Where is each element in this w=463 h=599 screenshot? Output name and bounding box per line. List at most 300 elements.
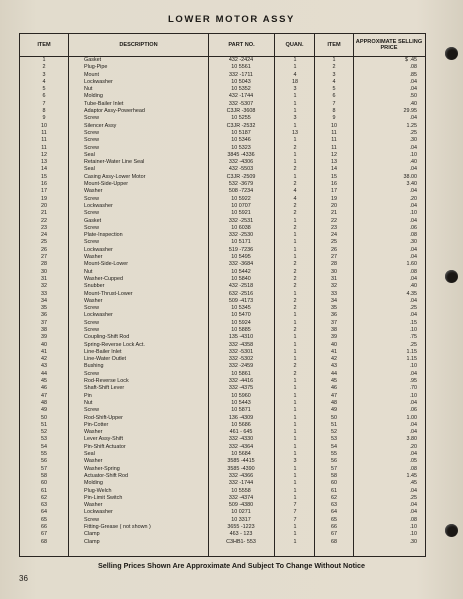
table-row [20, 509, 425, 516]
cell-item: 27 [41, 254, 47, 261]
cell-item-2: 3 [332, 71, 336, 78]
cell-part-no: C3JR -2532 [226, 122, 256, 129]
cell-price: 1.15 [406, 356, 417, 363]
cell-item-2: 26 [331, 246, 337, 253]
cell-part-no: 10 5187 [231, 129, 251, 136]
cell-quantity: 1 [293, 232, 297, 239]
cell-quantity: 1 [293, 173, 297, 180]
cell-item-2: 34 [331, 297, 337, 304]
cell-description: Nut [84, 86, 93, 93]
cell-price: .30 [409, 538, 417, 545]
table-row [20, 385, 425, 392]
cell-description: Line-Bailer Inlet [84, 348, 122, 355]
cell-quantity: 2 [293, 370, 297, 377]
table-row [20, 254, 425, 261]
cell-part-no: 10 5255 [231, 115, 251, 122]
cell-item: 36 [41, 312, 47, 319]
cell-description: Washer [84, 458, 103, 465]
cell-item: 3 [42, 71, 46, 78]
table-row [20, 327, 425, 334]
page-number: 36 [19, 574, 28, 583]
cell-description: Mount [84, 71, 99, 78]
cell-price: .25 [409, 341, 417, 348]
cell-item-2: 36 [331, 312, 337, 319]
cell-item: 19 [41, 195, 47, 202]
cell-item-2: 17 [331, 188, 337, 195]
cell-item: 47 [41, 392, 47, 399]
cell-part-no: C3JR -3608 [226, 108, 256, 115]
cell-description: Lockwasher [84, 202, 113, 209]
cell-part-no: 532 -3679 [228, 181, 254, 188]
cell-description: Adaptor Assy-Powerhead [84, 108, 145, 115]
table-row [20, 283, 425, 290]
cell-item-2: 61 [331, 487, 337, 494]
cell-item-2: 5 [332, 86, 336, 93]
cell-description: Gasket [84, 57, 102, 63]
cell-price: .30 [409, 137, 417, 144]
cell-quantity: 2 [293, 210, 297, 217]
cell-description: Lockwasher [84, 78, 113, 85]
table-row [20, 86, 425, 93]
cell-description: Screw [84, 305, 99, 312]
table-row [20, 247, 425, 254]
cell-item-2: 28 [331, 261, 337, 268]
table-row [20, 429, 425, 436]
cell-part-no: 10 5885 [231, 326, 251, 333]
cell-item-2: 41 [331, 348, 337, 355]
cell-quantity: 2 [293, 144, 297, 151]
cell-price: 3.80 [406, 436, 417, 443]
table-row [20, 203, 425, 210]
cell-part-no: 332 -3684 [228, 261, 254, 268]
cell-part-no: 332 -5301 [228, 348, 254, 355]
cell-quantity: 1 [293, 217, 297, 224]
table-row [20, 502, 425, 509]
cell-description: Rod-Reverse Lock [84, 378, 129, 385]
cell-price: .04 [409, 487, 417, 494]
cell-description: Coupling-Shift Rod [84, 334, 130, 341]
cell-item-2: 54 [331, 443, 337, 450]
cell-part-no: 332 -4374 [228, 494, 254, 501]
cell-description: Seal [84, 451, 95, 458]
cell-price: .04 [409, 312, 417, 319]
cell-description: Washer [84, 502, 103, 509]
cell-description: Washer [84, 429, 103, 436]
cell-item-2: 39 [331, 334, 337, 341]
cell-description: Tube-Bailer Inlet [84, 100, 124, 107]
cell-item-2: 9 [332, 115, 336, 122]
cell-item: 1 [42, 57, 46, 63]
table-row [20, 239, 425, 246]
cell-price: 38.00 [403, 173, 417, 180]
cell-description: Bushing [84, 363, 104, 370]
binder-hole [445, 524, 458, 537]
table-row [20, 349, 425, 356]
cell-description: Washer-Spring [84, 465, 120, 472]
cell-item: 44 [41, 370, 47, 377]
cell-price: .08 [409, 465, 417, 472]
cell-part-no: 332 -2531 [228, 217, 254, 224]
cell-part-no: 10 5871 [231, 407, 251, 414]
cell-item: 4 [42, 78, 46, 85]
cell-price: 1.60 [406, 261, 417, 268]
cell-item-2: 49 [331, 407, 337, 414]
cell-item: 38 [41, 326, 47, 333]
cell-part-no: 136 -4309 [228, 414, 254, 421]
cell-part-no: 10 5561 [231, 64, 251, 71]
table-row [20, 334, 425, 341]
cell-item: 41 [41, 348, 47, 355]
cell-item-2: 63 [331, 502, 337, 509]
cell-item: 6 [42, 93, 46, 100]
cell-description: Screw [84, 129, 99, 136]
cell-item: 39 [41, 334, 47, 341]
cell-item-2: 21 [331, 210, 337, 217]
cell-price: 4.35 [406, 290, 417, 297]
cell-price: .20 [409, 443, 417, 450]
cell-price: .04 [409, 502, 417, 509]
cell-price: .10 [409, 392, 417, 399]
cell-item: 43 [41, 363, 47, 370]
cell-part-no: C3JR -2509 [226, 173, 256, 180]
cell-quantity: 1 [293, 385, 297, 392]
table-row [20, 181, 425, 188]
cell-description: Nut [84, 399, 93, 406]
cell-quantity: 1 [293, 436, 297, 443]
cell-description: Pin-Shift Actuator [84, 443, 126, 450]
cell-quantity: 7 [293, 509, 297, 516]
table-row [20, 495, 425, 502]
header-item-2: ITEM [327, 41, 341, 48]
cell-item: 25 [41, 239, 47, 246]
cell-price: .10 [409, 326, 417, 333]
table-row [20, 123, 425, 130]
cell-quantity: 4 [293, 188, 297, 195]
cell-quantity: 2 [293, 224, 297, 231]
cell-part-no: 509 -4380 [228, 502, 254, 509]
cell-quantity: 1 [293, 93, 297, 100]
cell-part-no: 432 -1744 [228, 93, 254, 100]
cell-item: 20 [41, 202, 47, 209]
cell-quantity: 1 [293, 319, 297, 326]
cell-quantity: 1 [293, 64, 297, 71]
table-row [20, 320, 425, 327]
table-row [20, 407, 425, 414]
cell-item: 33 [41, 290, 47, 297]
cell-quantity: 1 [293, 159, 297, 166]
cell-description: Plate-Inspection [84, 232, 123, 239]
table-row [20, 415, 425, 422]
cell-item: 54 [41, 443, 47, 450]
cell-description: Lockwasher [84, 312, 113, 319]
table-row [20, 298, 425, 305]
cell-quantity: 1 [293, 108, 297, 115]
cell-price: 29.95 [403, 108, 417, 115]
table-row [20, 188, 425, 195]
cell-description: Silencer Assy [84, 122, 117, 129]
cell-item-2: 42 [331, 356, 337, 363]
cell-item-2: 19 [331, 195, 337, 202]
cell-description: Lever Assy-Shift [84, 436, 123, 443]
cell-price: .04 [409, 421, 417, 428]
cell-item-2: 8 [332, 108, 336, 115]
cell-item: 64 [41, 509, 47, 516]
cell-description: Lockwasher [84, 509, 113, 516]
cell-item-2: 22 [331, 217, 337, 224]
cell-item-2: 43 [331, 363, 337, 370]
cell-description: Screw [84, 370, 99, 377]
cell-item: 58 [41, 472, 47, 479]
cell-description: Screw [84, 210, 99, 217]
cell-quantity: 7 [293, 516, 297, 523]
cell-item-2: 55 [331, 451, 337, 458]
cell-quantity: 13 [292, 129, 298, 136]
cell-quantity: 2 [293, 202, 297, 209]
cell-price: .10 [409, 151, 417, 158]
cell-price: .85 [409, 71, 417, 78]
cell-item: 2 [42, 64, 46, 71]
cell-quantity: 1 [293, 399, 297, 406]
cell-part-no: 3585 -4415 [227, 458, 255, 465]
cell-part-no: 332 -4364 [228, 443, 254, 450]
cell-item-2: 35 [331, 305, 337, 312]
cell-price: .75 [409, 334, 417, 341]
table-row [20, 291, 425, 298]
table-row [20, 64, 425, 71]
header-description: DESCRIPTION [119, 41, 158, 48]
cell-quantity: 1 [293, 429, 297, 436]
cell-description: Washer [84, 297, 103, 304]
cell-item-2: 57 [331, 465, 337, 472]
cell-part-no: 10 5960 [231, 392, 251, 399]
cell-item: 40 [41, 341, 47, 348]
cell-item-2: 31 [331, 275, 337, 282]
cell-item-2: 33 [331, 290, 337, 297]
cell-price: .10 [409, 531, 417, 538]
cell-item: 60 [41, 480, 47, 487]
cell-part-no: 461 - 645 [229, 429, 253, 436]
cell-part-no: 332 -4375 [228, 385, 254, 392]
cell-item-2: 68 [331, 538, 337, 545]
cell-price: .04 [409, 297, 417, 304]
cell-description: Actuator-Shift Rod [84, 472, 129, 479]
cell-description: Nut [84, 268, 93, 275]
table-row [20, 174, 425, 181]
cell-item-2: 50 [331, 414, 337, 421]
cell-price: .04 [409, 202, 417, 209]
cell-price: .40 [409, 159, 417, 166]
cell-item-2: 58 [331, 472, 337, 479]
cell-item-2: 12 [331, 151, 337, 158]
cell-description: Mount-Side-Upper [84, 181, 129, 188]
cell-item: 62 [41, 494, 47, 501]
table-row [20, 159, 425, 166]
cell-quantity: 1 [293, 239, 297, 246]
cell-quantity: 1 [293, 122, 297, 129]
cell-item: 57 [41, 465, 47, 472]
cell-part-no: 10 5495 [231, 254, 251, 261]
cell-part-no: 332 -4416 [228, 378, 254, 385]
cell-quantity: 4 [293, 195, 297, 202]
cell-price: .40 [409, 100, 417, 107]
cell-price: .40 [409, 283, 417, 290]
cell-price: .04 [409, 399, 417, 406]
cell-description: Washer-Cupped [84, 275, 124, 282]
cell-item: 26 [41, 246, 47, 253]
cell-description: Plug-Welch [84, 487, 112, 494]
cell-item: 53 [41, 436, 47, 443]
cell-quantity: 3 [293, 115, 297, 122]
cell-item-2: 40 [331, 341, 337, 348]
cell-price: 1.00 [406, 414, 417, 421]
cell-description: Screw [84, 516, 99, 523]
cell-price: .06 [409, 224, 417, 231]
cell-item-2: 45 [331, 378, 337, 385]
cell-part-no: 10 0271 [231, 509, 251, 516]
cell-description: Molding [84, 480, 103, 487]
table-row [20, 93, 425, 100]
table-row [20, 371, 425, 378]
table-row [20, 79, 425, 86]
table-row [20, 115, 425, 122]
table-row [20, 261, 425, 268]
cell-quantity: 18 [292, 78, 298, 85]
cell-quantity: 1 [293, 494, 297, 501]
cell-part-no: 10 5470 [231, 312, 251, 319]
cell-description: Rod-Shift-Upper [84, 414, 123, 421]
cell-item: 11 [41, 144, 47, 151]
cell-quantity: 1 [293, 465, 297, 472]
cell-item: 8 [42, 108, 46, 115]
table-row [20, 196, 425, 203]
header-quantity: QUAN. [285, 41, 304, 48]
cell-price: .04 [409, 78, 417, 85]
cell-price: .04 [409, 246, 417, 253]
cell-part-no: 10 5922 [231, 195, 251, 202]
cell-quantity: 1 [293, 312, 297, 319]
cell-price: .04 [409, 188, 417, 195]
cell-item-2: 38 [331, 326, 337, 333]
cell-item: 13 [41, 159, 47, 166]
cell-quantity: 2 [293, 261, 297, 268]
table-row [20, 232, 425, 239]
cell-item: 52 [41, 429, 47, 436]
cell-part-no: 3845 -4336 [227, 151, 255, 158]
cell-part-no: 463 - 123 [229, 531, 253, 538]
table-row [20, 305, 425, 312]
cell-price: 1.15 [406, 348, 417, 355]
cell-description: Seal [84, 151, 95, 158]
cell-quantity: 1 [293, 524, 297, 530]
cell-quantity: 1 [293, 57, 297, 63]
cell-price: .04 [409, 217, 417, 224]
cell-part-no: 432 -2424 [228, 57, 254, 63]
cell-item-2: 11 [331, 129, 337, 136]
cell-quantity: 1 [293, 472, 297, 479]
cell-price: .15 [409, 319, 417, 326]
cell-price: .04 [409, 254, 417, 261]
cell-item-2: 52 [331, 429, 337, 436]
table-row [20, 400, 425, 407]
cell-item: 51 [41, 421, 47, 428]
cell-item-2: 23 [331, 224, 337, 231]
cell-price: .08 [409, 232, 417, 239]
cell-quantity: 2 [293, 283, 297, 290]
cell-price: $ .45 [405, 57, 417, 63]
cell-description: Pin [84, 392, 92, 399]
cell-price: .10 [409, 210, 417, 217]
cell-part-no: 519 -7236 [228, 246, 254, 253]
cell-quantity: 1 [293, 348, 297, 355]
cell-quantity: 2 [293, 181, 297, 188]
cell-description: Molding [84, 93, 103, 100]
cell-part-no: 10 6038 [231, 224, 251, 231]
cell-quantity: 2 [293, 166, 297, 173]
cell-part-no: 3585 -4390 [227, 465, 255, 472]
cell-item: 15 [41, 173, 47, 180]
cell-part-no: 10 5323 [231, 144, 251, 151]
cell-description: Screw [84, 137, 99, 144]
cell-quantity: 2 [293, 326, 297, 333]
cell-description: Screw [84, 239, 99, 246]
cell-part-no: 135 -4310 [228, 334, 254, 341]
cell-part-no: 332 -1744 [228, 480, 254, 487]
cell-item: 45 [41, 378, 47, 385]
header-part-no: PART NO. [228, 41, 255, 48]
cell-quantity: 1 [293, 356, 297, 363]
price-disclaimer: Selling Prices Shown Are Approximate And Subject To Change Without Notice [98, 561, 365, 570]
table-row [20, 101, 425, 108]
cell-item: 46 [41, 385, 47, 392]
cell-item: 30 [41, 268, 47, 275]
table-row [20, 57, 425, 64]
cell-quantity: 1 [293, 407, 297, 414]
cell-part-no: 3655 -1223 [227, 524, 255, 530]
cell-price: .95 [409, 378, 417, 385]
table-row [20, 436, 425, 443]
cell-item: 66 [41, 524, 47, 530]
cell-item-2: 30 [331, 268, 337, 275]
cell-item-2: 48 [331, 399, 337, 406]
cell-part-no: 10 3317 [231, 516, 251, 523]
cell-part-no: 432 -5503 [228, 166, 254, 173]
cell-item: 16 [41, 181, 47, 188]
cell-quantity: 3 [293, 86, 297, 93]
cell-part-no: 10 0707 [231, 202, 251, 209]
table-row [20, 72, 425, 79]
cell-part-no: 10 5861 [231, 370, 251, 377]
cell-item-2: 15 [331, 173, 337, 180]
cell-price: 1.25 [406, 122, 417, 129]
table-row [20, 444, 425, 451]
cell-price: .04 [409, 144, 417, 151]
table-body [20, 57, 425, 546]
cell-item: 17 [41, 188, 47, 195]
cell-item-2: 14 [331, 166, 337, 173]
cell-description: Screw [84, 195, 99, 202]
table-row [20, 312, 425, 319]
cell-part-no: C3HB1- 553 [226, 538, 256, 545]
cell-quantity: 1 [293, 334, 297, 341]
cell-part-no: 632 -2516 [228, 290, 254, 297]
table-row [20, 422, 425, 429]
cell-item-2: 7 [332, 100, 336, 107]
table-header [20, 34, 425, 57]
cell-item-2: 2 [332, 64, 336, 71]
table-row [20, 137, 425, 144]
cell-price: .25 [409, 305, 417, 312]
table-row [20, 152, 425, 159]
